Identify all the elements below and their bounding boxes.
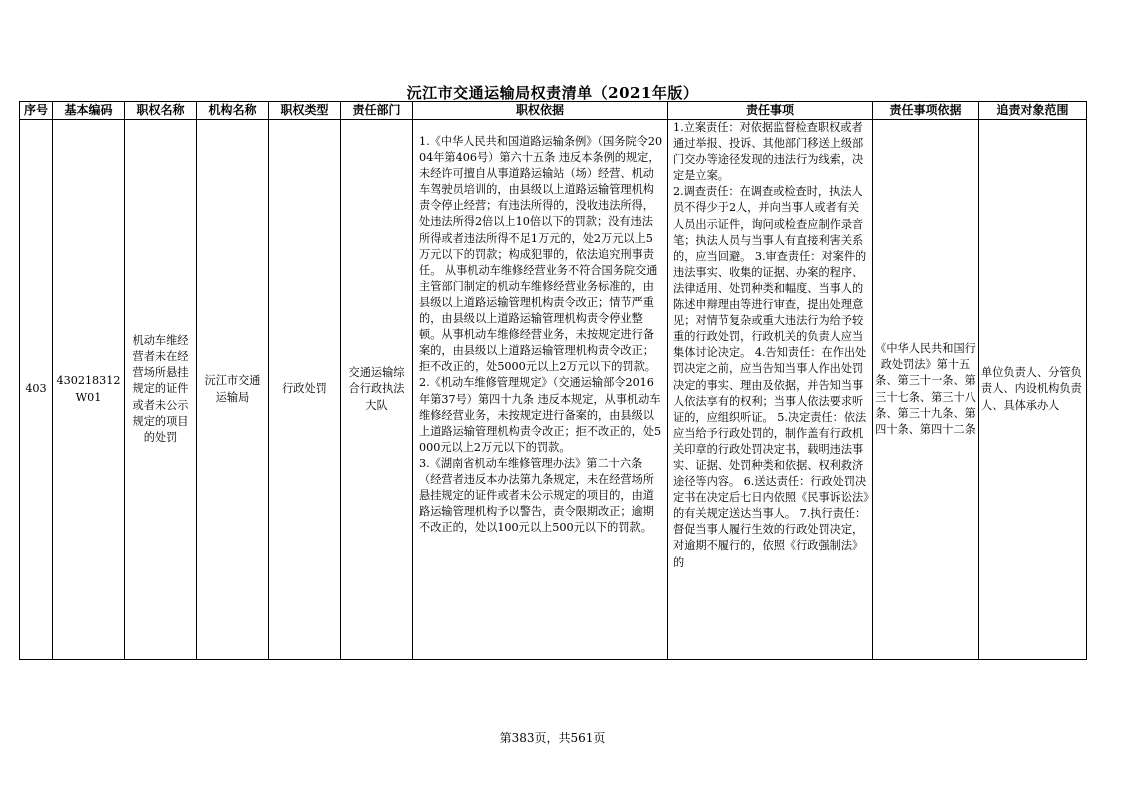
- header-code: 基本编码: [53, 102, 125, 120]
- header-power-type: 职权类型: [269, 102, 341, 120]
- header-index: 序号: [20, 102, 53, 120]
- cell-duty-basis: 《中华人民共和国行政处罚法》第十五条、第三十一条、第三十七条、第三十八条、第三十九条、第四十条、第四十二条: [873, 120, 979, 660]
- cell-basis: 1.《中华人民共和国道路运输条例》（国务院令2004年第406号）第六十五条 违反本条例的规定，未经许可擅自从事道路运输站（场）经营、机动车驾驶员培训的，由县级以上道路运输管理机构责令停止经营；有违法所得的，没收违法所得，处违法所得2倍以上10倍以下的罚款；没有违法所得或者违法所得不足1万元的，处2万元以上5万元以下的罚款；构成犯罪的，依法追究刑事责任。 从事机动车维修经营业务不符合国务院交通主管部门制定的机动车维修经营业务标准的，由县级以上道路运输管理机构责令改正；情节严重的，由县级以上道路运输管理机构责令停业整顿。从事机动车维修经营业务，未按规定进行备案的，由县级以上道路运输管理机构责令改正；拒不改正的，处5000元以上2万元以下的罚款。 2.《机动车维修管理规定》（交通运输部令2016年第37号）第四十九条 违反本规定，从事机动车维修经营业务，未按规定进行备案的，由县级以上道路运输管理机构责令改正；拒不改正的，处5000元以上2万元以下的罚款。 3.《湖南省机动车维修管理办法》第二十六条（经营者违反本办法第九条规定，未在经营场所悬挂规定的证件或者未公示规定的项目的，由道路运输管理机构予以警告，责令限期改正；逾期不改正的，处以100元以上500元以下的罚款。: [413, 120, 668, 660]
- header-power-name: 职权名称: [125, 102, 197, 120]
- cell-scope: 单位负责人、分管负责人、内设机构负责人、具体承办人: [979, 120, 1087, 660]
- power-list-table: [19, 101, 1087, 660]
- header-duty-basis: 责任事项依据: [873, 102, 979, 120]
- cell-duty: 1.立案责任：对依据监督检查职权或者通过举报、投诉、其他部门移送上级部门交办等途径发现的违法行为线索，决定是立案。 2.调查责任：在调查或检查时，执法人员不得少于2人，并向当事人或者有关人员出示证件，询问或检查应制作录音笔；执法人员与当事人有直接利害关系的，应当回避。 3.审查责任：对案件的违法事实、收集的证据、办案的程序、法律适用、处罚种类和幅度、当事人的陈述申辩理由等进行审查，提出处理意见；对情节复杂或重大违法行为给予较重的行政处罚，行政机关的负责人应当集体讨论决定。 4.告知责任：在作出处罚决定之前，应当告知当事人作出处罚决定的事实、理由及依据，并告知当事人依法享有的权利；当事人依法要求听证的，应组织听证。 5.决定责任：依法应当给予行政处罚的，制作盖有行政机关印章的行政处罚决定书，载明违法事实、证据、处罚种类和依据、权利救济途径等内容。 6.送达责任：行政处罚决定书在决定后七日内依照《民事诉讼法》的有关规定送达当事人。 7.执行责任：督促当事人履行生效的行政处罚决定，对逾期不履行的，依照《行政强制法》的: [668, 120, 873, 660]
- header-org-name: 机构名称: [197, 102, 269, 120]
- table-row: [20, 120, 1087, 660]
- header-dept: 责任部门: [341, 102, 413, 120]
- header-basis: 职权依据: [413, 102, 668, 120]
- header-scope: 追责对象范围: [979, 102, 1087, 120]
- header-duty: 责任事项: [668, 102, 873, 120]
- document-title: 沅江市交通运输局权责清单（2021年版）: [406, 84, 699, 102]
- cell-power-type: 行政处罚: [269, 120, 341, 660]
- cell-code: 430218312W01: [53, 120, 125, 660]
- cell-index: 403: [20, 120, 53, 660]
- cell-power-name: 机动车维经营者未在经营场所悬挂规定的证件或者未公示规定的项目的处罚: [125, 120, 197, 660]
- cell-dept: 交通运输综合行政执法大队: [341, 120, 413, 660]
- table-header-row: [20, 102, 1087, 120]
- page-number: 第383页，共561页: [499, 731, 606, 745]
- cell-org-name: 沅江市交通运输局: [197, 120, 269, 660]
